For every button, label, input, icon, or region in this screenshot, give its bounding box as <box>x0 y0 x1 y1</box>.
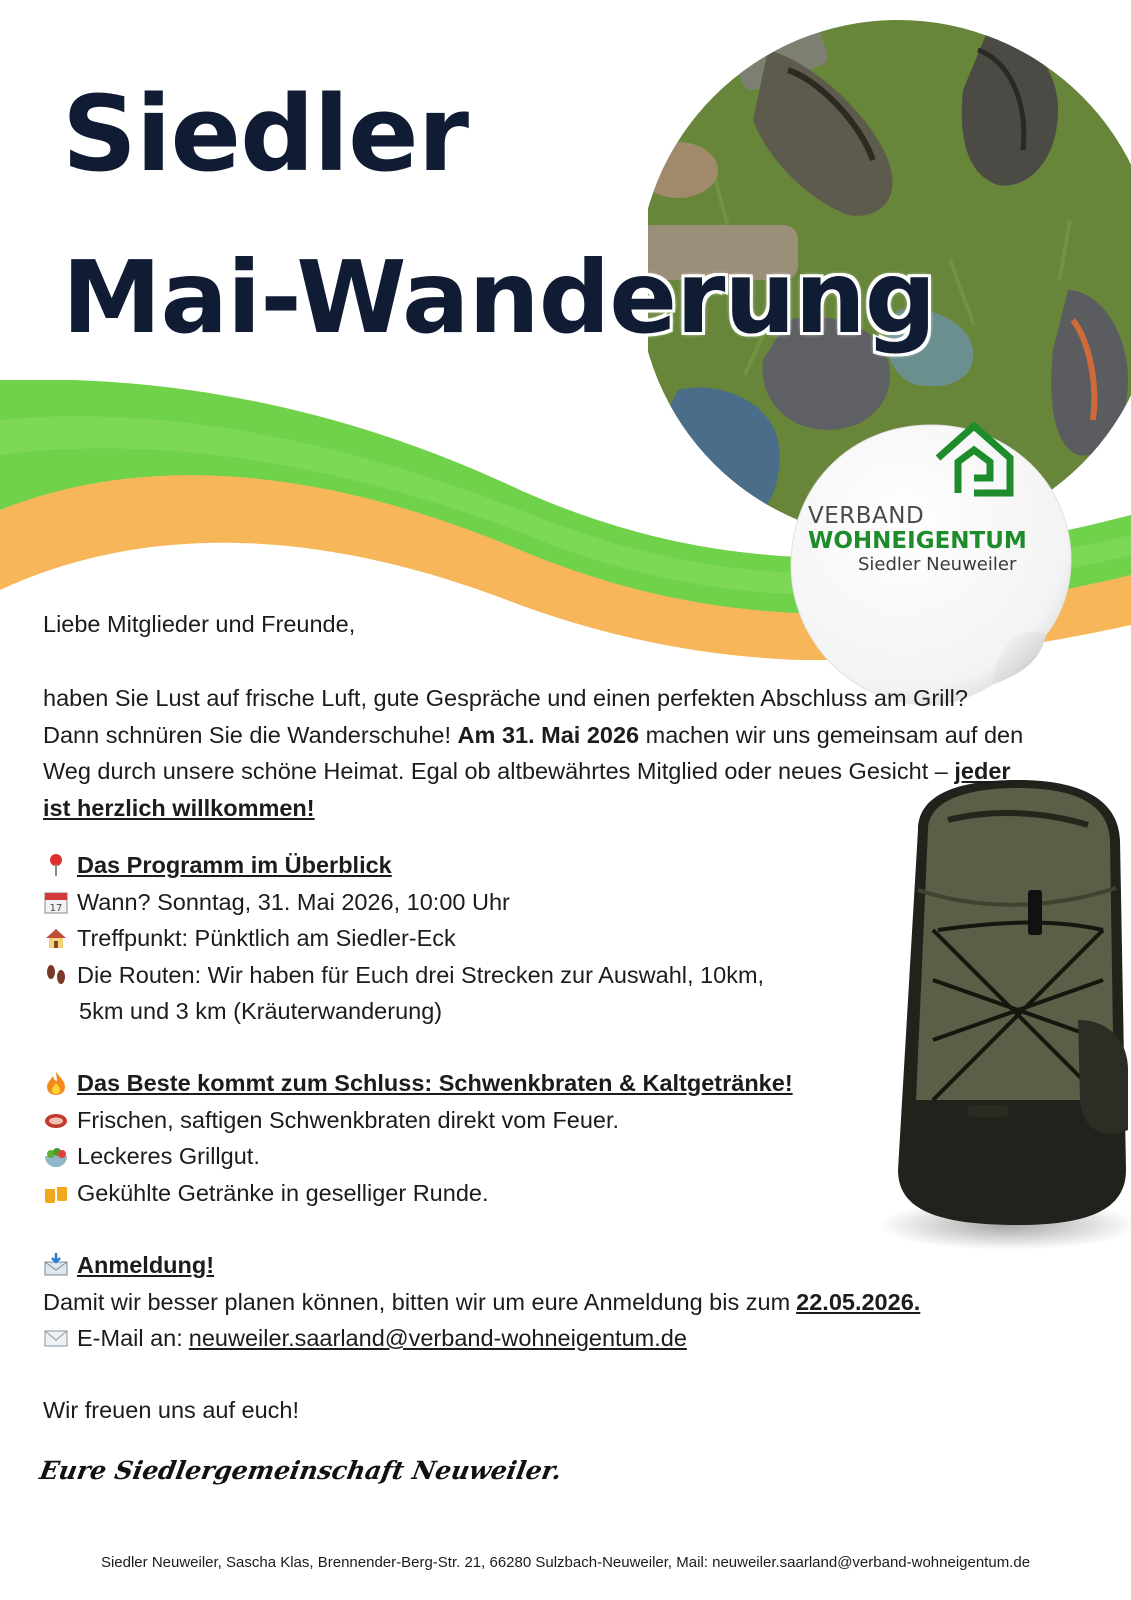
program-when-text: Wann? Sonntag, 31. Mai 2026, 10:00 Uhr <box>77 888 510 915</box>
title-line-1: Siedler <box>62 73 469 195</box>
program-item-meeting-point <box>43 920 764 957</box>
house-icon <box>43 925 69 951</box>
registration-email-row <box>43 1320 920 1357</box>
program-heading: Das Programm im Überblick <box>77 852 392 878</box>
logo-wohneigentum-text: WOHNEIGENTUM <box>808 528 1027 554</box>
program-routes-text: Die Routen: Wir haben für Euch drei Strecken zur Auswahl, 10km, <box>77 961 765 988</box>
calendar-icon <box>43 889 69 915</box>
registration-email-link[interactable]: neuweiler.saarland@verband-wohneigentum.de <box>188 1325 687 1351</box>
program-meeting-text: Treffpunkt: Pünktlich am Siedler-Eck <box>77 925 456 951</box>
finale-item-meat <box>43 1102 793 1139</box>
registration-section <box>43 1247 920 1357</box>
finale-item-grill <box>43 1138 793 1175</box>
program-heading-row <box>43 847 764 884</box>
inbox-icon <box>43 1252 69 1278</box>
footprints-icon <box>43 962 69 988</box>
registration-email-label: E-Mail an: <box>77 1325 183 1351</box>
intro-text-1: haben Sie Lust auf frische Luft, gute Gespräche und einen perfekten Abschluss am Grill? Dann schnüren Sie die Wanderschuhe! <box>43 685 968 748</box>
salad-icon <box>43 1143 69 1169</box>
finale-heading-row <box>43 1065 793 1102</box>
logo-verband-text: VERBAND <box>808 503 925 529</box>
footer: Siedler Neuweiler, Sascha Klas, Brennender-Berg-Str. 21, 66280 Sulzbach-Neuweiler, Mail: neuweiler.saarland@verband-wohneigentum.de <box>100 1554 1031 1571</box>
finale-drinks-text: Gekühlte Getränke in geselliger Runde. <box>77 1179 489 1206</box>
backpack-image <box>858 770 1131 1260</box>
program-item-when <box>43 884 764 921</box>
pin-icon <box>43 852 69 878</box>
meat-icon <box>43 1107 69 1133</box>
finale-heading: Das Beste kommt zum Schluss: Schwenkbraten & Kaltgetränke! <box>77 1070 793 1096</box>
house-arrow-icon <box>934 422 1014 497</box>
registration-heading-row <box>43 1247 920 1284</box>
closing-text: Wir freuen uns auf euch! <box>43 1397 300 1423</box>
fire-icon <box>43 1070 69 1096</box>
registration-text: Damit wir besser planen können, bitten wir um eure Anmeldung bis zum <box>43 1288 791 1315</box>
beer-icon <box>43 1180 69 1206</box>
finale-meat-text: Frischen, saftigen Schwenkbraten direkt vom Feuer. <box>77 1106 620 1133</box>
registration-heading: Anmeldung! <box>77 1252 215 1278</box>
svg-text:17: 17 <box>49 902 63 914</box>
logo-siedler-text: Siedler Neuweiler <box>858 554 1017 575</box>
verband-logo-sticker <box>786 420 1076 710</box>
intro-date: Am 31. Mai 2026 <box>457 721 640 748</box>
finale-grill-text: Leckeres Grillgut. <box>77 1143 260 1169</box>
signature: Eure Siedlergemeinschaft Neuweiler. <box>37 1456 565 1485</box>
greeting: Liebe Mitglieder und Freunde, <box>43 611 356 637</box>
finale-section <box>43 1065 793 1211</box>
program-routes-continuation: 5km und 3 km (Kräuterwanderung) <box>79 998 443 1024</box>
intro-text-2: machen wir uns gemeinsam auf den Weg durch unsere schöne Heimat. Egal ob altbewährtes Mitglied oder neues Gesicht – <box>43 721 1024 784</box>
program-item-routes <box>43 957 764 994</box>
intro-paragraph <box>43 680 1028 826</box>
registration-deadline: 22.05.2026. <box>796 1288 921 1315</box>
title-line-2: Mai-Wanderung <box>62 239 936 356</box>
intro-welcome: jeder ist herzlich willkommen! <box>43 758 1011 821</box>
registration-text-row <box>43 1284 920 1321</box>
finale-item-drinks <box>43 1175 793 1212</box>
envelope-icon <box>43 1325 69 1351</box>
program-section <box>43 847 764 1030</box>
program-routes-continuation-row <box>43 993 764 1030</box>
